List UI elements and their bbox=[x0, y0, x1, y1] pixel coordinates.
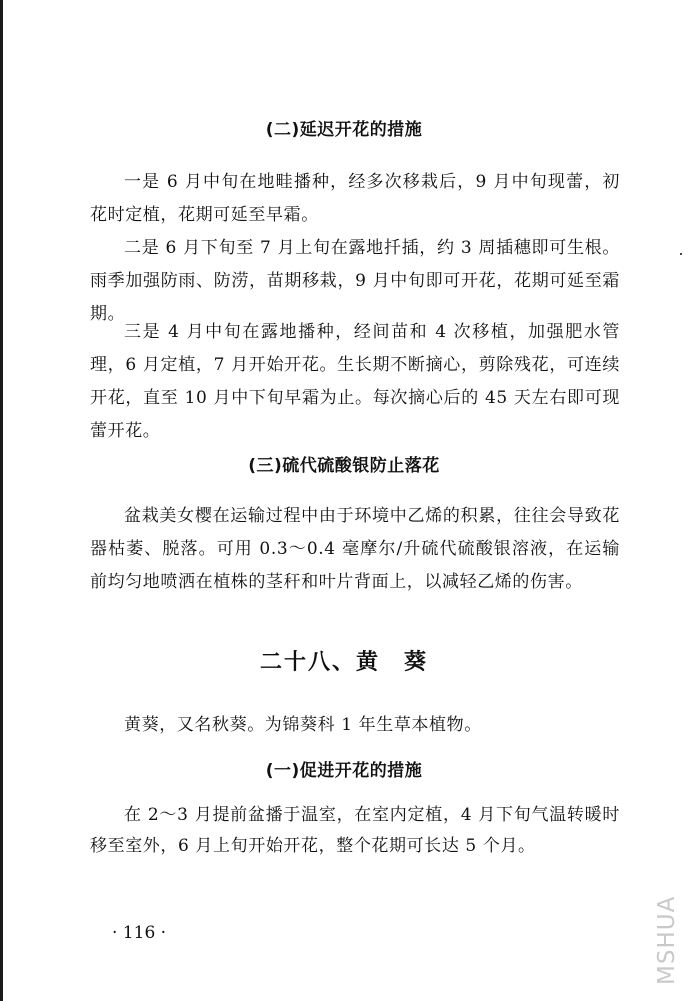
paragraph-promote-flowering: 在 2～3 月提前盆播于温室，在室内定植，4 月下旬气温转暖时移至室外，6 月上旬开始开花，整个花期可长达 5 个月。 bbox=[90, 805, 620, 856]
scan-left-edge bbox=[0, 0, 3, 1001]
section-heading-silver-thiosulfate bbox=[0, 456, 688, 476]
chapter-title-text: 二十八、黄 葵 bbox=[259, 650, 428, 675]
page-number: · 116 · bbox=[112, 923, 167, 943]
section-heading-promote-flowering bbox=[0, 761, 688, 781]
section-heading-delay-flowering bbox=[0, 120, 688, 140]
paragraph-method-two: 二是 6 月下旬至 7 月上旬在露地扦插，约 3 周插穗即可生根。雨季加强防雨、防涝，苗期移栽，9 月中旬即可开花，花期可延至霜期。 bbox=[90, 238, 620, 324]
paragraph-method-one: 一是 6 月中旬在地畦播种，经多次移栽后，9 月中旬现蕾，初花时定植，花期可延至早霜。 bbox=[90, 172, 620, 225]
paragraph-chapter-intro: 黄葵，又名秋葵。为锦葵科 1 年生草本植物。 bbox=[124, 715, 482, 735]
heading-text: (一)促进开花的措施 bbox=[265, 761, 423, 781]
heading-text: (二)延迟开花的措施 bbox=[265, 120, 423, 140]
watermark: MSHUA bbox=[654, 895, 680, 985]
heading-text: (三)硫代硫酸银防止落花 bbox=[248, 456, 440, 476]
paragraph-method-three: 三是 4 月中旬在露地播种，经间苗和 4 次移植，加强肥水管理，6 月定植，7 月开始开花。生长期不断摘心，剪除残花，可连续开花，直至 10 月中下旬早霜为止。每次摘心后的 45 天左右即可现蕾开花。 bbox=[90, 322, 620, 441]
scan-speck bbox=[680, 253, 682, 255]
paragraph-silver-thiosulfate: 盆栽美女樱在运输过程中由于环境中乙烯的积累，往往会导致花器枯萎、脱落。可用 0.3～0.4 毫摩尔/升硫代硫酸银溶液，在运输前均匀地喷洒在植株的茎秆和叶片背面上，以减轻乙烯的伤害。 bbox=[90, 506, 620, 592]
chapter-title bbox=[0, 650, 688, 676]
